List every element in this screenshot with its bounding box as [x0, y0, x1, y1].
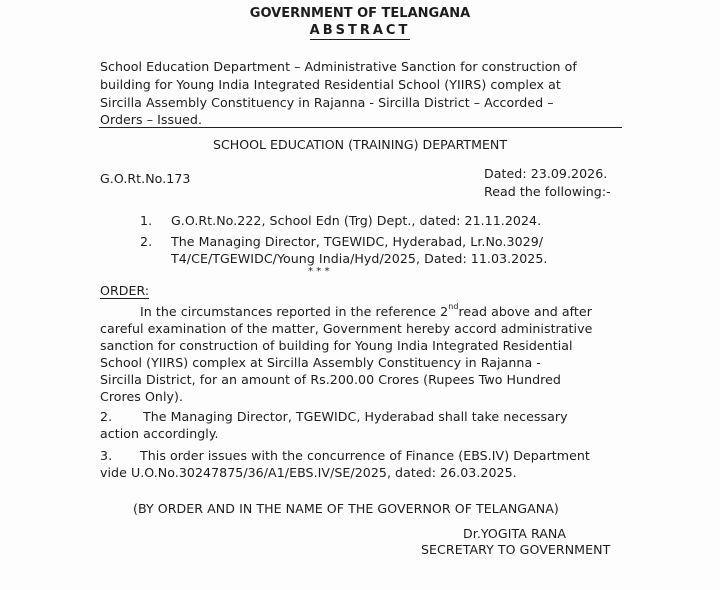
order-para1-text-b: read above and after: [458, 304, 592, 319]
order-para2-line-2: action accordingly.: [100, 426, 219, 441]
reference-2-line-1: The Managing Director, TGEWIDC, Hyderabad, Lr.No.3029/: [171, 234, 544, 249]
order-para1-text-a: In the circumstances reported in the reference 2: [140, 304, 449, 319]
reference-1-text: G.O.Rt.No.222, School Edn (Trg) Dept., dated: 21.11.2024.: [171, 213, 542, 228]
subject-divider: [99, 127, 622, 128]
order-label: ORDER:: [100, 283, 150, 298]
order-para2-number: 2.: [100, 409, 113, 424]
reference-1-number: 1.: [140, 213, 153, 228]
ordinal-suffix: nd: [448, 302, 459, 311]
signatory-name: Dr.YOGITA RANA: [463, 526, 567, 541]
order-para3-number: 3.: [100, 448, 113, 463]
order-para1-line-2: careful examination of the matter, Government hereby accord administrative: [100, 321, 593, 336]
abstract-title: [0, 23, 720, 38]
read-following: Read the following:-: [484, 184, 611, 199]
separator-stars: * * *: [308, 266, 330, 277]
order-para3-line-2: vide U.O.No.30247875/36/A1/EBS.IV/SE/2025, dated: 26.03.2025.: [100, 465, 517, 480]
signatory-designation: SECRETARY TO GOVERNMENT: [421, 542, 611, 557]
abstract-label: ABSTRACT: [309, 23, 411, 38]
dated: Dated: 23.09.2026.: [484, 166, 608, 181]
subject-line-2: building for Young India Integrated Residential School (YIIRS) complex at: [100, 77, 561, 92]
order-para1-line-5: Sircilla District, for an amount of Rs.200.00 Crores (Rupees Two Hundred: [100, 372, 561, 387]
reference-2-number: 2.: [140, 234, 153, 249]
order-para2-line-1: The Managing Director, TGEWIDC, Hyderabad shall take necessary: [143, 409, 568, 424]
order-para1-line-6: Crores Only).: [100, 389, 184, 404]
order-heading: [100, 283, 149, 298]
order-para1-line-3: sanction for construction of building for Young India Integrated Residential: [100, 338, 573, 353]
department-heading: SCHOOL EDUCATION (TRAINING) DEPARTMENT: [212, 137, 508, 152]
subject-line-4: Orders – Issued.: [100, 112, 203, 127]
order-para1-line-4: School (YIIRS) complex at Sircilla Assembly Constituency in Rajanna -: [100, 355, 541, 370]
subject-line-1: School Education Department – Administrative Sanction for construction of: [100, 59, 577, 74]
government-title: GOVERNMENT OF TELANGANA: [249, 6, 471, 21]
reference-2-line-2: T4/CE/TGEWIDC/Young India/Hyd/2025, Dated: 11.03.2025.: [171, 251, 548, 266]
subject-line-3: Sircilla Assembly Constituency in Rajanna - Sircilla District – Accorded –: [100, 95, 554, 110]
go-number: G.O.Rt.No.173: [100, 171, 191, 186]
order-para1-line-1: [140, 304, 592, 319]
order-para3-line-1: This order issues with the concurrence of Finance (EBS.IV) Department: [140, 448, 590, 463]
by-order-line: (BY ORDER AND IN THE NAME OF THE GOVERNOR OF TELANGANA): [133, 501, 559, 516]
